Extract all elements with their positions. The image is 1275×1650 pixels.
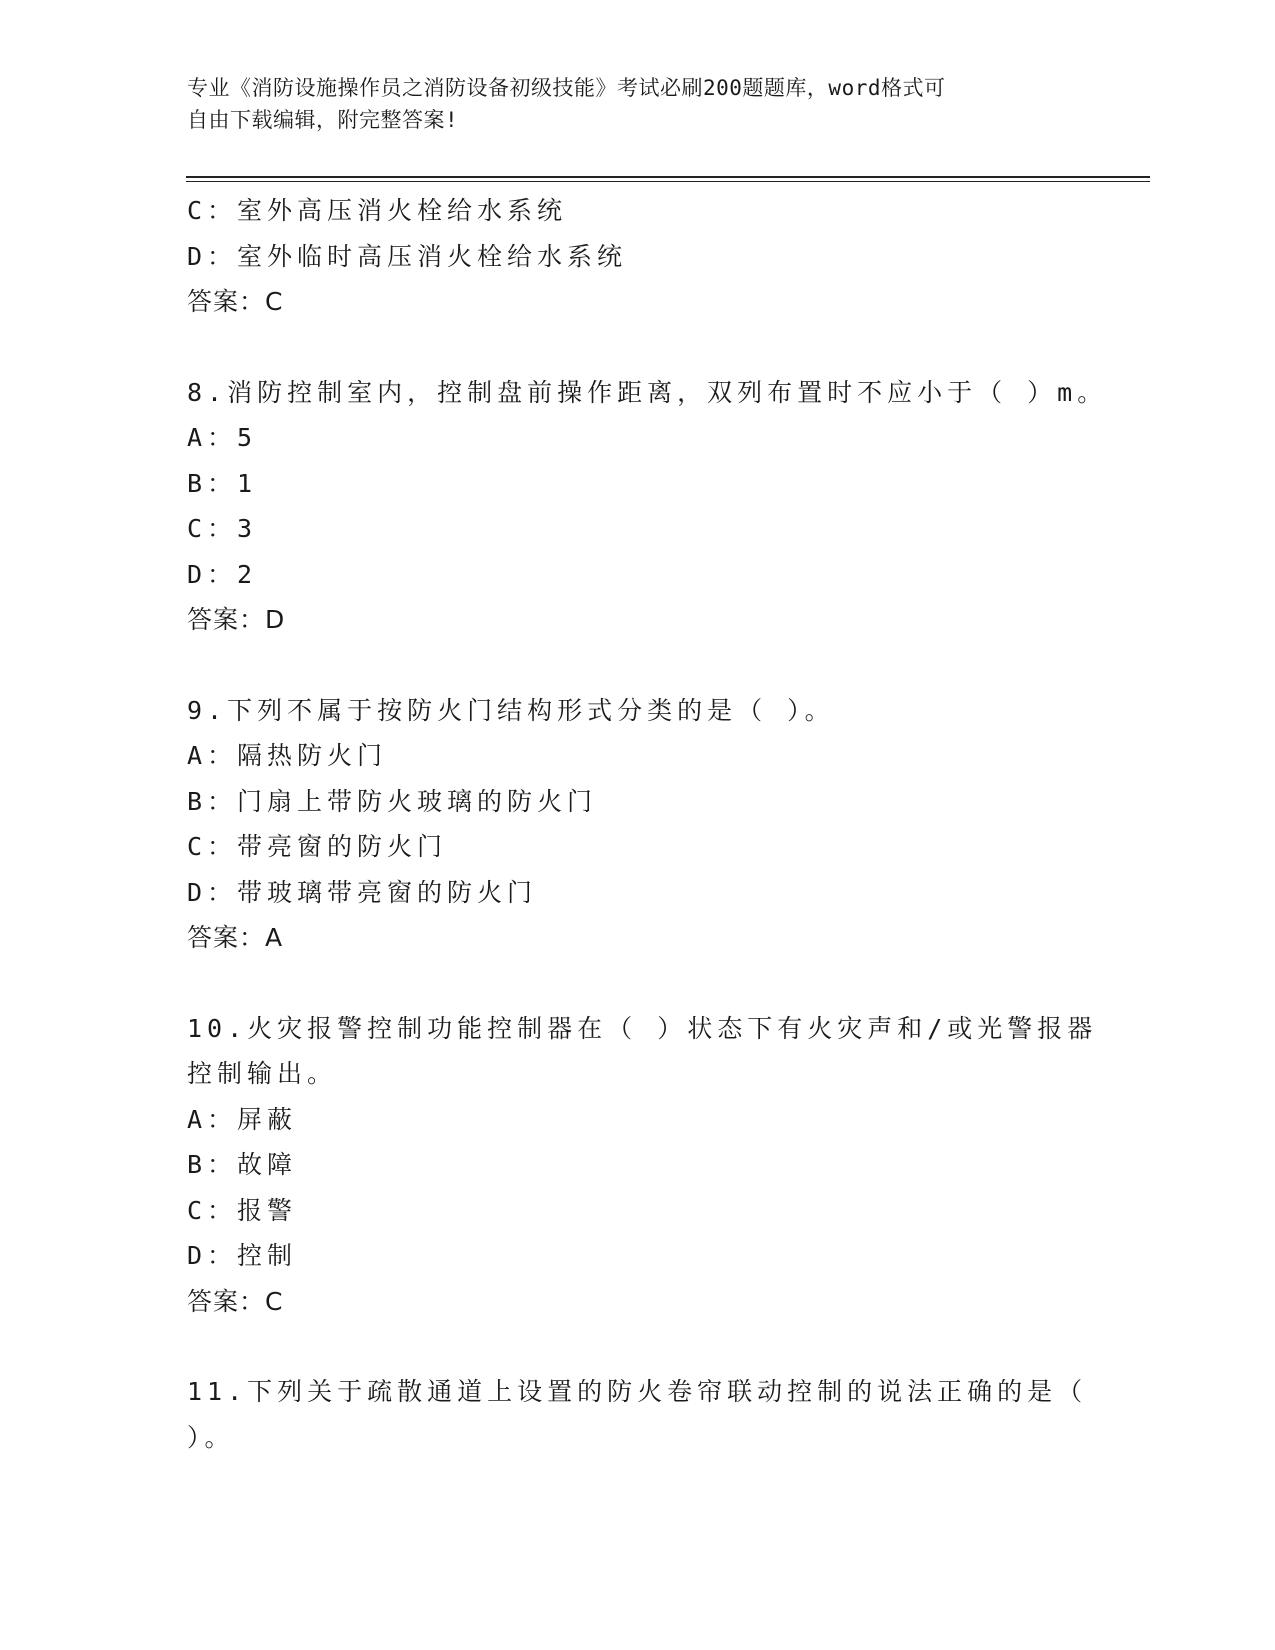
option-c: C：3 — [187, 514, 258, 543]
option-c: C：带亮窗的防火门 — [187, 832, 448, 861]
header-divider-thin — [186, 181, 1150, 182]
header-divider-thick — [186, 176, 1150, 178]
question-9 — [187, 688, 1087, 961]
header-title-line-1: 专业《消防设施操作员之消防设备初级技能》考试必刷200题题库，word格式可 — [187, 76, 946, 100]
option-b: B：故障 — [187, 1150, 298, 1179]
question-text-line-1: 11.下列关于疏散通道上设置的防火卷帘联动控制的说法正确的是（ — [187, 1377, 1088, 1406]
option-d: D：2 — [187, 559, 258, 589]
option-c: C：室外高压消火栓给水系统 — [187, 196, 568, 225]
question-text-line-2: 控制输出。 — [187, 1059, 338, 1088]
option-d: D：控制 — [187, 1241, 298, 1270]
question-text-line-1: 10.火灾报警控制功能控制器在（ ）状态下有火灾声和/或光警报器 — [187, 1013, 1098, 1043]
option-b: B：门扇上带防火玻璃的防火门 — [187, 786, 598, 816]
document-header — [187, 72, 1067, 136]
question-text: 9.下列不属于按防火门结构形式分类的是（ ）。 — [187, 695, 835, 725]
option-a: A：屏蔽 — [187, 1104, 298, 1134]
question-list — [187, 188, 1108, 1460]
option-a: A：5 — [187, 423, 258, 452]
answer: 答案：A — [187, 923, 284, 952]
spacer — [187, 961, 1087, 1006]
question-11 — [187, 1369, 1087, 1460]
question-10 — [187, 1006, 1098, 1325]
answer: 答案：C — [187, 1286, 284, 1316]
option-d: D：带玻璃带亮窗的防火门 — [187, 877, 538, 907]
answer: 答案：C — [187, 287, 284, 316]
spacer — [187, 643, 1087, 688]
option-c: C：报警 — [187, 1195, 298, 1225]
spacer — [187, 325, 1087, 370]
option-a: A：隔热防火门 — [187, 741, 388, 770]
question-text-line-2: ）。 — [187, 1422, 235, 1452]
answer: 答案：D — [187, 605, 286, 634]
header-title-line-2: 自由下载编辑，附完整答案! — [187, 108, 459, 132]
spacer — [187, 1324, 1087, 1369]
question-7-tail — [187, 188, 1087, 325]
option-b: B：1 — [187, 468, 258, 498]
option-d: D：室外临时高压消火栓给水系统 — [187, 241, 628, 271]
question-text: 8.消防控制室内，控制盘前操作距离，双列布置时不应小于（ ）m。 — [187, 377, 1108, 407]
question-8 — [187, 370, 1108, 643]
